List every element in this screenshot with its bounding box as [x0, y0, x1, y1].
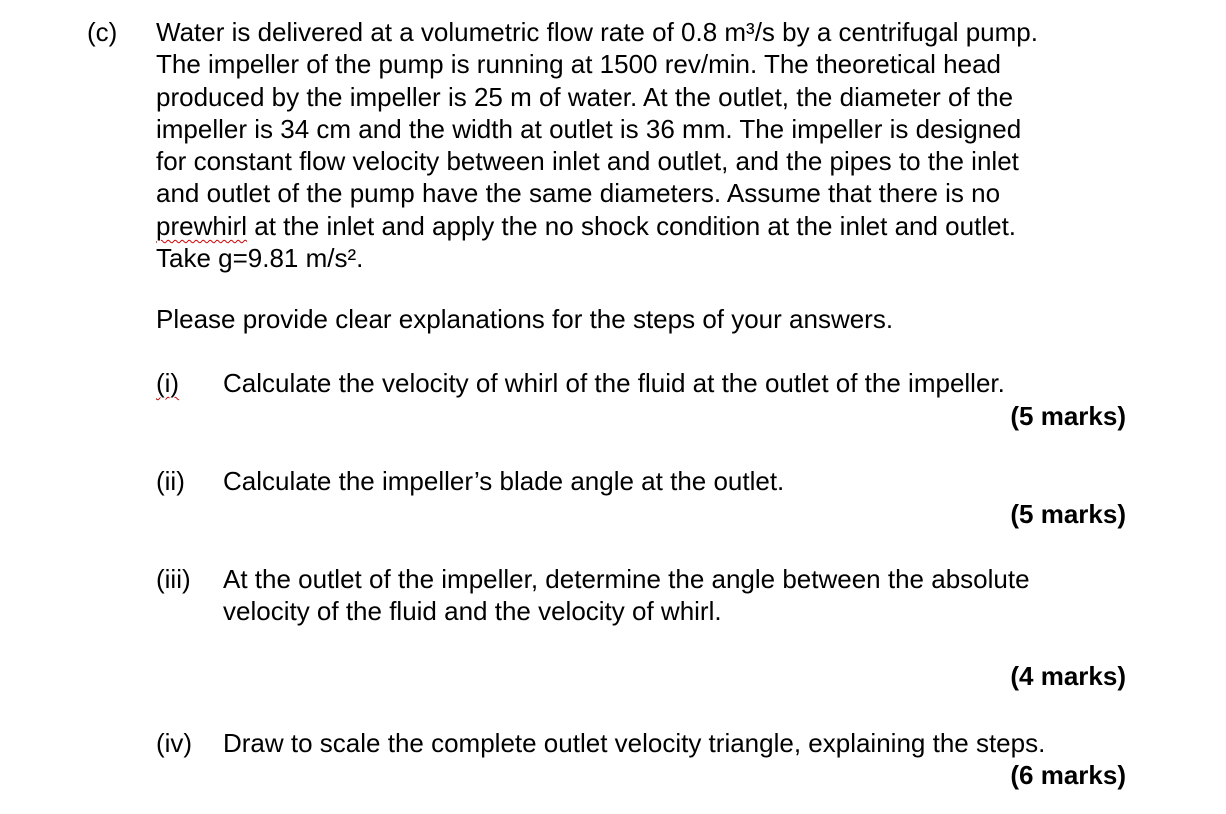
paragraph-line: Water is delivered at a volumetric flow rate of 0.8 m³/s by a centrifugal pump.: [156, 17, 1038, 47]
part-iv-number: (iv): [156, 728, 193, 758]
part-i-number-text[interactable]: (i): [156, 368, 180, 398]
paragraph-line: The impeller of the pump is running at 1500 rev/min. The theoretical head: [156, 49, 1001, 80]
paragraph-line-rest: at the inlet and apply the no shock condition at the inlet and outlet.: [247, 210, 1017, 241]
question-label: (c): [87, 17, 118, 47]
paragraph-line: for constant flow velocity between inlet and outlet, and the pipes to the inlet: [156, 146, 1019, 177]
paragraph-line: impeller is 34 cm and the width at outlet is 36 mm. The impeller is designed: [156, 113, 1022, 144]
spellcheck-word[interactable]: prewhirl: [156, 210, 248, 241]
part-i-text: Calculate the velocity of whirl of the fluid at the outlet of the impeller.: [223, 368, 1005, 398]
part-i-number: [156, 367, 179, 399]
paragraph-line: and outlet of the pump have the same diameters. Assume that there is no: [156, 178, 1001, 209]
question-paragraph: [156, 16, 1156, 274]
paragraph-line: [156, 210, 1156, 242]
paragraph-line: Take g=9.81 m/s².: [156, 243, 364, 274]
instruction-text: Please provide clear explanations for the steps of your answers.: [156, 304, 894, 334]
part-iv-text: Draw to scale the complete outlet velocity triangle, explaining the steps.: [223, 728, 1046, 758]
part-iii-marks: (4 marks): [1010, 661, 1126, 691]
part-iii-text-line2: velocity of the fluid and the velocity of whirl.: [223, 596, 722, 626]
part-i-marks: (5 marks): [1010, 401, 1126, 431]
part-iii-number: (iii): [156, 564, 191, 594]
part-iv-marks: (6 marks): [1010, 760, 1126, 790]
part-ii-number: (ii): [156, 466, 185, 496]
part-iii-text-line1: At the outlet of the impeller, determine the angle between the absolute: [223, 564, 1030, 594]
part-ii-text: Calculate the impeller’s blade angle at the outlet.: [223, 466, 785, 496]
paragraph-line: produced by the impeller is 25 m of water. At the outlet, the diameter of the: [156, 81, 1014, 112]
part-ii-marks: (5 marks): [1010, 499, 1126, 529]
